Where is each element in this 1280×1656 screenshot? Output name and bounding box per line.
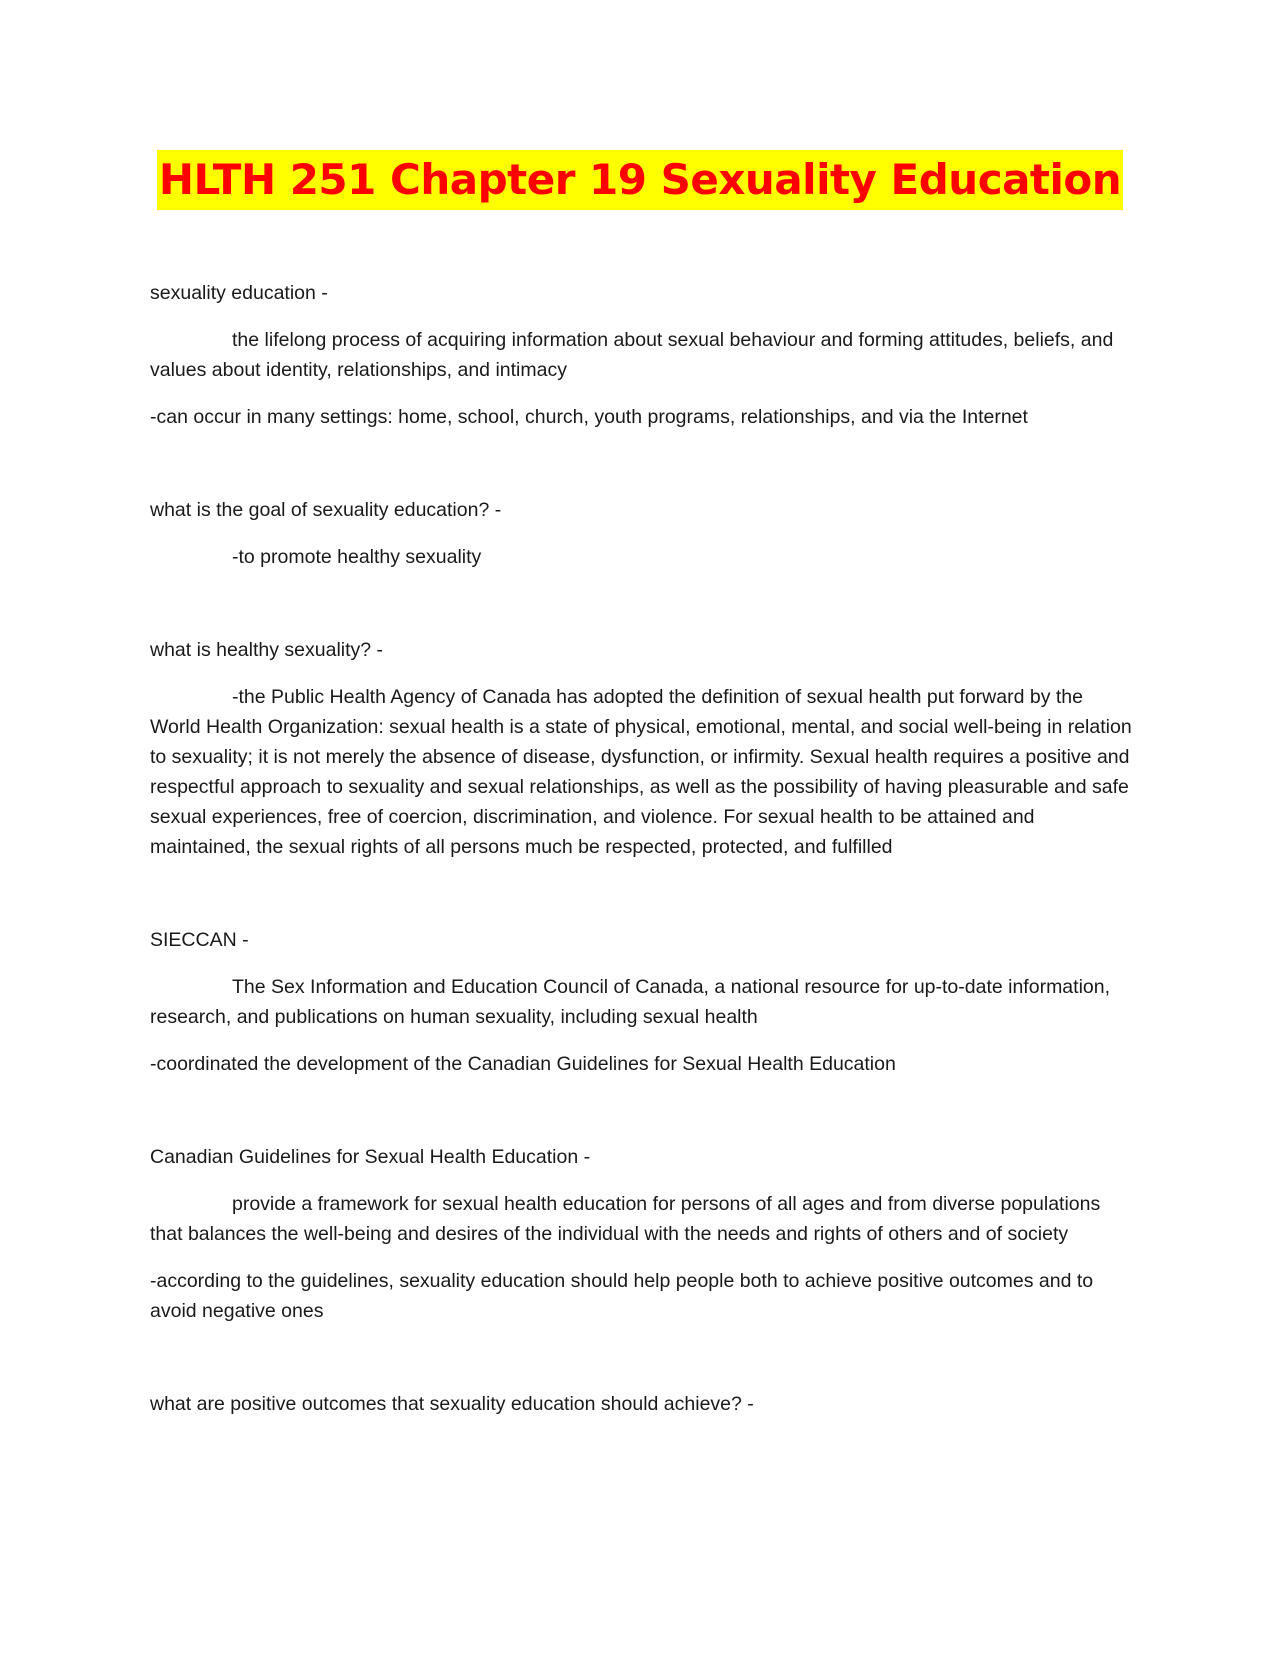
definition-paragraph: provide a framework for sexual health education for persons of all ages and from diverse populations that balances the well-being and desires of the individual with the needs and rights of others and of society (150, 1193, 1101, 1245)
definition-paragraph: the lifelong process of acquiring information about sexual behaviour and forming attitudes, beliefs, and values about identity, relationships, and intimacy (150, 329, 1114, 381)
term-heading: Canadian Guidelines for Sexual Health Education - (150, 1146, 591, 1168)
entry-canadian-guidelines (150, 1142, 1132, 1326)
definition-paragraph: The Sex Information and Education Council of Canada, a national resource for up-to-date information, research, and publications on human sexuality, including sexual health (150, 976, 1111, 1028)
document-title: HLTH 251 Chapter 19 Sexuality Education (157, 150, 1123, 210)
entry-positive-outcomes (150, 1389, 1132, 1419)
note-paragraph: -coordinated the development of the Canadian Guidelines for Sexual Health Education (150, 1053, 896, 1075)
document-body (150, 278, 1132, 1482)
term-heading: what is the goal of sexuality education? - (150, 499, 502, 521)
entry-sieccan (150, 925, 1132, 1079)
note-paragraph: -according to the guidelines, sexuality education should help people both to achieve positive outcomes and to avoid negative ones (150, 1270, 1094, 1322)
entry-goal (150, 495, 1132, 572)
entry-sexuality-education (150, 278, 1132, 432)
definition-paragraph: -to promote healthy sexuality (232, 546, 482, 568)
term-heading: what are positive outcomes that sexuality education should achieve? - (150, 1393, 754, 1415)
term-heading: SIECCAN - (150, 929, 249, 951)
entry-healthy-sexuality (150, 635, 1132, 862)
note-paragraph: -can occur in many settings: home, school, church, youth programs, relationships, and via the Internet (150, 406, 1028, 428)
title-container (0, 150, 1280, 210)
term-heading: sexuality education - (150, 282, 328, 304)
term-heading: what is healthy sexuality? - (150, 639, 384, 661)
definition-paragraph: -the Public Health Agency of Canada has adopted the definition of sexual health put forward by the World Health Organization: sexual health is a state of physical, emotional, mental, and social well-being in relation to sexuality; it is not merely the absence of disease, dysfunction, or infirmity. Sexual health requires a positive and respectful approach to sexuality and sexual relationships, as well as the possibility of having pleasurable and safe sexual experiences, free of coercion, discrimination, and violence. For sexual health to be attained and maintained, the sexual rights of all persons much be respected, protected, and fulfilled (150, 686, 1132, 858)
